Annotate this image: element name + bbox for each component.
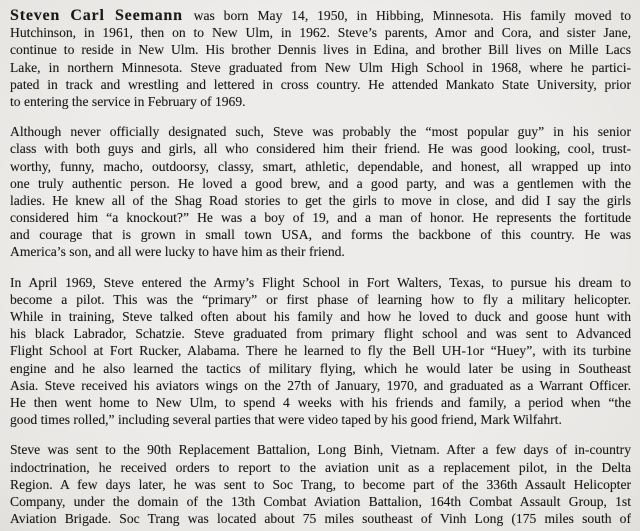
text-line: Steve was sent to the 90th Replacement Battalion, Long Binh, Vietnam. After a few days of in-country — [10, 442, 631, 458]
text-line: Aviation Brigade. Soc Trang was located about 75 miles southeast of Vinh Long (175 miles south of — [10, 511, 631, 527]
paragraph-biography-intro — [10, 7, 631, 110]
text-line: While in training, Steve talked often about his family and how he loved to duck and goose hunt with — [10, 309, 631, 324]
paragraph-character — [10, 123, 631, 261]
text-line: continue to reside in New Ulm. His brother Dennis lives in Edina, and brother Bill lives on Mille Lacs — [10, 42, 631, 58]
paragraph-flight-school — [10, 274, 631, 429]
text-line: class with both guys and girls, all who considered him their friend. He was good looking, cool, trust- — [10, 141, 631, 157]
text-line: one truly authentic person. He loved a good brew, and a good party, and was a gentlemen with the — [10, 175, 631, 191]
text-line: considered him “a knockout?” He was a boy of 19, and a man of honor. He represents the fortitude — [10, 210, 631, 226]
text-line: to entering the service in February of 1969. — [10, 93, 246, 109]
text-line: his black Labrador, Schatzie. Steve graduated from primary flight school and was sent to Advanced — [10, 326, 631, 342]
subject-name: Steven Carl Seemann — [10, 7, 183, 24]
text-line: pated in track and wrestling and lettered in cross country. He attended Mankato State University, prior — [10, 76, 631, 92]
text-line: become a pilot. This was the “primary” or first phase of learning how to fly a military helicopter. — [10, 291, 631, 307]
text-line: good times rolled,” including several parties that were video taped by his good friend, Mark Wilfahrt. — [10, 412, 562, 428]
text-line: engine and he also learned the tactics of military flying, which he would later be using in Southeast — [10, 360, 631, 376]
text-line-rest: was born May 14, 1950, in Hibbing, Minnesota. His family moved to — [184, 8, 632, 23]
text-line: worthy, funny, macho, outdoorsy, classy, smart, athletic, dependable, and honest, all wrapped up into — [10, 158, 631, 174]
text-line: Asia. Steve received his aviators wings on the 27th of January, 1970, and graduated as a Warrant Officer. — [10, 377, 631, 393]
text-line: and courage that is grown in small town USA, and forms the backbone of this country. He was — [10, 227, 631, 243]
text-line: Although never officially designated such, Steve was probably the “most popular guy” in his senior — [10, 124, 631, 140]
text-line: In April 1969, Steve entered the Army’s Flight School in Fort Walters, Texas, to pursue his dream to — [10, 274, 631, 290]
paragraph-vietnam — [10, 441, 631, 527]
text-line: indoctrination, he received orders to report to the aviation unit as a replacement pilot, in the Delta — [10, 459, 631, 475]
text-line: Hutchinson, in 1961, then on to New Ulm, in 1962. Steve’s parents, Amor and Cora, and sister Jane, — [10, 25, 631, 41]
text-line: Lake, in northern Minnesota. Steve graduated from New Ulm High School in 1968, where he partici- — [10, 59, 631, 75]
text-line: Flight School at Fort Rucker, Alabama. There he learned to fly the Bell UH-1or “Huey”, with its turbine — [10, 343, 631, 359]
text-line: Region. A few days later, he was sent to Soc Trang, to become part of the 336th Assault Helicopter — [10, 476, 631, 492]
text-line: He then went home to New Ulm, to spend 4 weeks with his friends and family, a period when “the — [10, 394, 631, 410]
text-line — [10, 7, 631, 24]
text-line: America’s son, and all were lucky to have him as their friend. — [10, 244, 345, 260]
text-line: Company, under the domain of the 13th Combat Aviation Battalion, 164th Combat Assault Group, 1st — [10, 493, 631, 509]
text-line: ladies. He knew all of the Shag Road stories to get the girls to move in close, and did I say the girls — [10, 192, 631, 208]
